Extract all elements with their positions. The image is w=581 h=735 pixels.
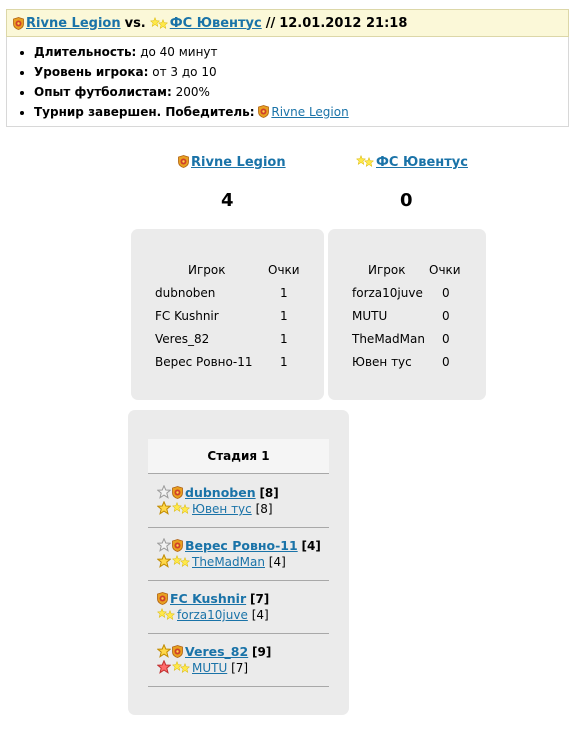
match-info xyxy=(6,37,569,127)
match-player1-line xyxy=(157,644,329,660)
match-player1-link[interactable]: dubnoben xyxy=(185,485,256,500)
player-name: dubnoben xyxy=(155,286,216,300)
player-name: FC Kushnir xyxy=(155,309,219,323)
stage-match xyxy=(148,528,329,581)
separator: // xyxy=(265,15,276,31)
team-emblem-icon xyxy=(13,17,24,30)
player-name: TheMadMan xyxy=(352,332,425,346)
info-finished xyxy=(34,102,568,122)
points-column-header: Очки xyxy=(268,263,300,277)
team1-score: 4 xyxy=(221,190,234,211)
points-column-header: Очки xyxy=(429,263,461,277)
match-player1-line xyxy=(157,538,329,554)
match-player1-score: [9] xyxy=(252,645,272,659)
player-points: 1 xyxy=(280,309,288,323)
level-label: Уровень игрока: xyxy=(34,65,149,79)
match-datetime: 12.01.2012 21:18 xyxy=(279,15,408,31)
finished-label: Турнир завершен. Победитель: xyxy=(34,105,255,119)
team-emblem-icon xyxy=(172,539,183,552)
team-stars-icon xyxy=(150,17,168,29)
team-stars-icon xyxy=(172,661,190,673)
player-name: Верес Ровно-11 xyxy=(155,355,253,369)
team-emblem-icon xyxy=(258,105,269,118)
star-gold-icon xyxy=(157,554,171,568)
match-header xyxy=(6,9,569,37)
player-points: 1 xyxy=(280,332,288,346)
team-stars-icon xyxy=(356,155,374,167)
player-points: 0 xyxy=(442,332,450,346)
team-emblem-icon xyxy=(157,592,168,605)
team-emblem-icon xyxy=(172,645,183,658)
player-points: 1 xyxy=(280,355,288,369)
star-red-icon xyxy=(157,660,171,674)
team-stars-icon xyxy=(157,608,175,620)
player-column-header: Игрок xyxy=(368,263,406,277)
level-value: от 3 до 10 xyxy=(152,65,217,79)
star-gold-icon xyxy=(157,501,171,515)
match-player2-score: [4] xyxy=(251,608,269,622)
match-player2-line xyxy=(157,554,329,570)
player-name: Ювен тус xyxy=(352,355,412,369)
player-name: MUTU xyxy=(352,309,388,323)
info-exp xyxy=(34,82,568,102)
team2-heading xyxy=(356,155,468,170)
match-player1-link[interactable]: Veres_82 xyxy=(185,644,249,659)
match-player1-link[interactable]: Верес Ровно-11 xyxy=(185,538,298,553)
exp-label: Опыт футболистам: xyxy=(34,85,172,99)
player-name: forza10juve xyxy=(352,286,423,300)
stage-title: Стадия 1 xyxy=(148,439,329,474)
match-player2-score: [4] xyxy=(268,555,286,569)
stage-match xyxy=(148,634,329,687)
team1-link[interactable]: Rivne Legion xyxy=(26,15,121,31)
winner-link[interactable]: Rivne Legion xyxy=(271,105,349,119)
team2-heading-link[interactable]: ФС Ювентус xyxy=(376,155,468,170)
duration-value: до 40 минут xyxy=(140,45,218,59)
star-outline-icon xyxy=(157,538,171,552)
match-player1-line xyxy=(157,591,329,607)
stage-match xyxy=(148,581,329,634)
info-level xyxy=(34,62,568,82)
match-player2-link[interactable]: Ювен тус xyxy=(192,502,252,516)
info-duration xyxy=(34,42,568,62)
match-player2-link[interactable]: TheMadMan xyxy=(192,555,265,569)
match-player2-line xyxy=(157,607,329,623)
match-player1-link[interactable]: FC Kushnir xyxy=(170,591,247,606)
player-name: Veres_82 xyxy=(155,332,210,346)
player-points: 0 xyxy=(442,286,450,300)
match-player2-line xyxy=(157,660,329,676)
match-player2-link[interactable]: forza10juve xyxy=(177,608,248,622)
match-player2-link[interactable]: MUTU xyxy=(192,661,228,675)
team-emblem-icon xyxy=(172,486,183,499)
star-gold-icon xyxy=(157,644,171,658)
match-player1-score: [7] xyxy=(249,592,270,606)
player-column-header: Игрок xyxy=(188,263,226,277)
team1-heading-link[interactable]: Rivne Legion xyxy=(191,155,286,170)
team-emblem-icon xyxy=(178,155,189,168)
star-outline-icon xyxy=(157,485,171,499)
player-points: 0 xyxy=(442,355,450,369)
match-player1-score: [8] xyxy=(259,486,279,500)
player-points: 1 xyxy=(280,286,288,300)
team2-score: 0 xyxy=(400,190,413,211)
team-stars-icon xyxy=(172,555,190,567)
duration-label: Длительность: xyxy=(34,45,137,59)
player-points: 0 xyxy=(442,309,450,323)
stage-match xyxy=(148,475,329,528)
team-stars-icon xyxy=(172,502,190,514)
match-player2-line xyxy=(157,501,329,517)
match-player2-score: [7] xyxy=(231,661,249,675)
team2-link[interactable]: ФС Ювентус xyxy=(169,15,262,31)
match-player2-score: [8] xyxy=(255,502,273,516)
team2-players-panel xyxy=(328,229,486,400)
team1-heading xyxy=(178,155,286,170)
vs-label: vs. xyxy=(124,15,146,31)
team1-players-panel xyxy=(131,229,324,400)
match-player1-line xyxy=(157,485,329,501)
exp-value: 200% xyxy=(175,85,210,99)
match-player1-score: [4] xyxy=(301,539,321,553)
